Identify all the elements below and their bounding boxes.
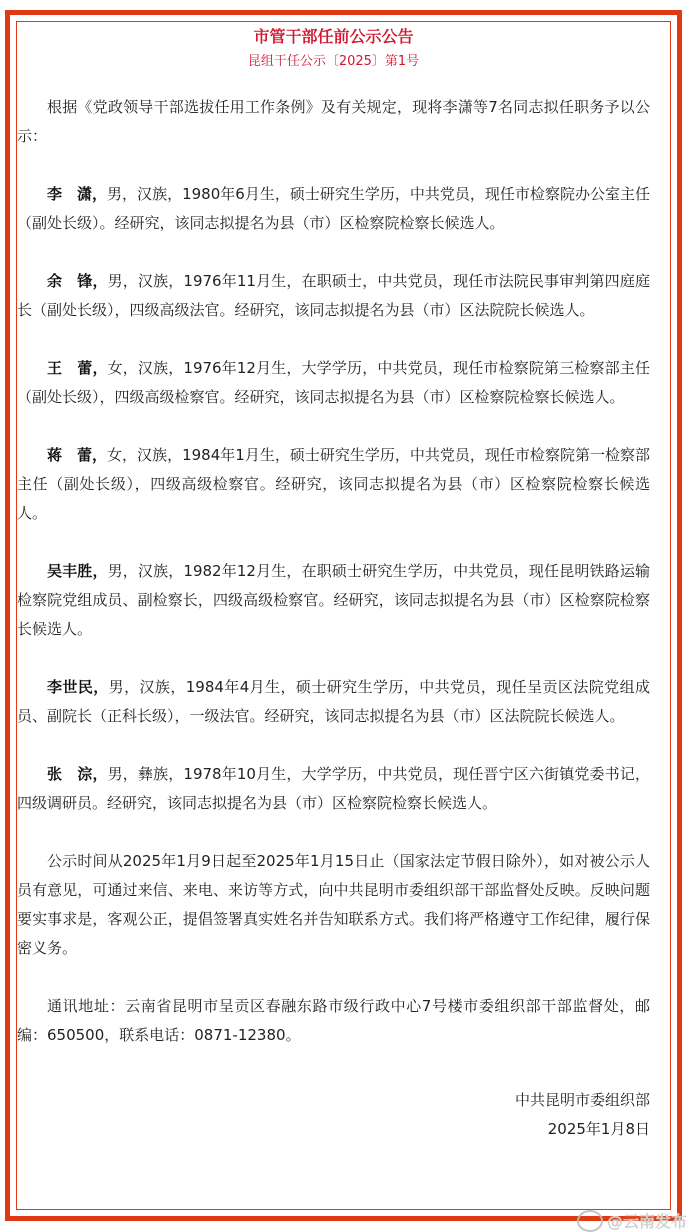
candidate-name: 王 蕾 (47, 359, 93, 377)
candidate-name: 余 锋 (47, 272, 93, 290)
signature: 中共昆明市委组织部 (514, 1091, 650, 1109)
document-number: 昆组干任公示〔2025〕第1号 (247, 54, 420, 69)
intro-paragraph: 根据《党政领导干部选拔任用工作条例》及有关规定，现将李潇等7名同志拟任职务予以公示： (17, 98, 650, 145)
name-comma: ， (93, 678, 109, 696)
candidate-details: 男，彝族，1978年10月生，大学学历，中共党员，现任晋宁区六街镇党委书记，四级调研员。经研究，该同志拟提名为县（市）区检察院检察长候选人。 (17, 765, 650, 812)
candidate-paragraph-7 (17, 760, 650, 818)
document-body (17, 20, 650, 1144)
candidate-details: 男，汉族，1976年11月生，在职硕士，中共党员，现任市法院民事审判第四庭庭长（副处长级），四级高级法官。经研究，该同志拟提名为县（市）区法院院长候选人。 (17, 272, 650, 319)
candidate-paragraph-3 (17, 354, 650, 412)
candidate-name: 吴丰胜 (47, 562, 93, 580)
candidate-details: 男，汉族，1980年6月生，硕士研究生学历，中共党员，现任市检察院办公室主任（副处长级）。经研究，该同志拟提名为县（市）区检察院检察长候选人。 (17, 185, 650, 232)
watermark (577, 1209, 687, 1232)
candidate-details: 男，汉族，1984年4月生，硕士研究生学历，中共党员，现任呈贡区法院党组成员、副院长（正科长级），一级法官。经研究，该同志拟提名为县（市）区法院院长候选人。 (17, 678, 650, 725)
name-comma: ， (92, 359, 108, 377)
name-comma: ， (92, 562, 108, 580)
document-title: 市管干部任前公示公告 (253, 27, 414, 46)
candidate-name: 李 潇 (47, 185, 93, 203)
candidate-paragraph-2 (17, 267, 650, 325)
signature-date: 2025年1月8日 (547, 1120, 650, 1138)
notice-paragraph: 公示时间从2025年1月9日起至2025年1月15日止（国家法定节假日除外），如对被公示人员有意见，可通过来信、来电、来访等方式，向中共昆明市委组织部干部监督处反映。反映问题要实事求是，客观公正，提倡签署真实姓名并告知联系方式。我们将严格遵守工作纪律，履行保密义务。 (17, 852, 650, 957)
name-comma: ， (92, 446, 108, 464)
candidate-name: 李世民 (47, 678, 94, 696)
address-paragraph: 通讯地址：云南省昆明市呈贡区春融东路市级行政中心7号楼市委组织部干部监督处，邮编：650500，联系电话：0871-12380。 (17, 997, 650, 1044)
candidate-details: 女，汉族，1984年1月生，硕士研究生学历，中共党员，现任市检察院第一检察部主任（副处长级），四级高级检察官。经研究，该同志拟提名为县（市）区检察院检察长候选人。 (17, 446, 650, 522)
candidate-paragraph-1 (17, 180, 650, 238)
candidate-name: 张 淙 (47, 765, 93, 783)
candidate-paragraph-6 (17, 673, 650, 731)
weibo-icon (577, 1210, 603, 1232)
candidate-paragraph-4 (17, 441, 650, 528)
candidate-name: 蒋 蕾 (47, 446, 93, 464)
name-comma: ， (92, 272, 108, 290)
name-comma: ， (92, 185, 108, 203)
candidate-details: 女，汉族，1976年12月生，大学学历，中共党员，现任市检察院第三检察部主任（副处长级），四级高级检察官。经研究，该同志拟提名为县（市）区检察院检察长候选人。 (17, 359, 650, 406)
name-comma: ， (92, 765, 108, 783)
watermark-text: @云南发布 (606, 1212, 687, 1231)
candidate-details: 男，汉族，1982年12月生，在职硕士研究生学历，中共党员，现任昆明铁路运输检察院党组成员、副检察长，四级高级检察官。经研究，该同志拟提名为县（市）区检察院检察长候选人。 (17, 562, 650, 638)
candidate-paragraph-5 (17, 557, 650, 644)
